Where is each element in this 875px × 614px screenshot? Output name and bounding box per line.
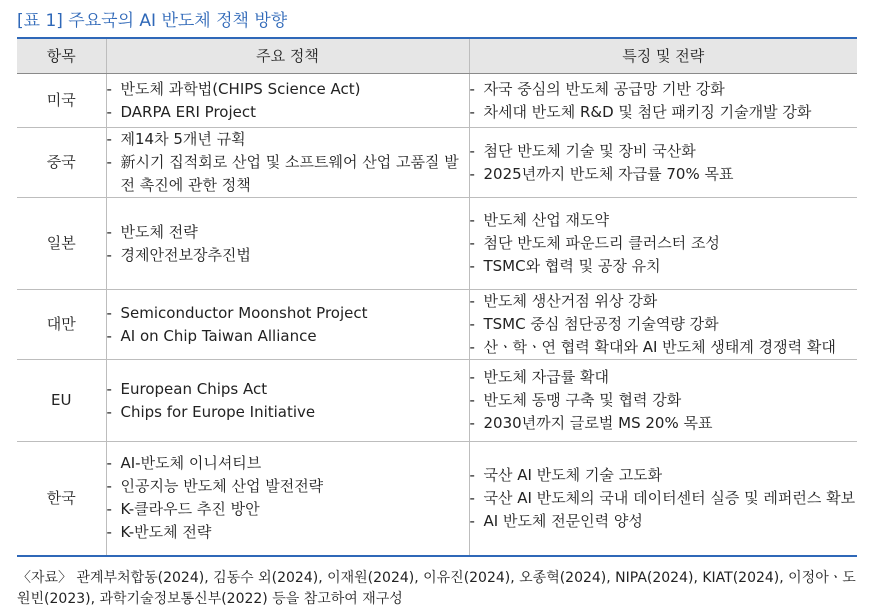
policy-item: - K-반도체 전략 [107, 521, 469, 544]
feature-item: - TSMC와 협력 및 공장 유치 [470, 255, 858, 278]
policy-item: - AI-반도체 이니셔티브 [107, 452, 469, 475]
feature-list [470, 290, 858, 359]
policy-list [107, 78, 469, 124]
country-cell: 대만 [17, 290, 106, 360]
feature-item: - 2025년까지 반도체 자급률 70% 목표 [470, 163, 858, 186]
country-cell: EU [17, 360, 106, 442]
country-cell: 일본 [17, 198, 106, 290]
feature-list [470, 140, 858, 186]
feature-cell [469, 128, 857, 198]
feature-item: - TSMC 중심 첨단공정 기술역량 강화 [470, 313, 858, 336]
policy-item: - 반도체 전략 [107, 221, 469, 244]
feature-list [470, 78, 858, 124]
table-row [17, 290, 857, 360]
policy-cell [106, 290, 469, 360]
feature-item: - 반도체 동맹 구축 및 협력 강화 [470, 389, 858, 412]
feature-item: - 반도체 자급률 확대 [470, 366, 858, 389]
policy-list [107, 128, 469, 197]
feature-item: - 반도체 생산거점 위상 강화 [470, 290, 858, 313]
feature-cell [469, 198, 857, 290]
policy-item: - K-클라우드 추진 방안 [107, 498, 469, 521]
policy-table [17, 37, 857, 557]
policy-item: - DARPA ERI Project [107, 101, 469, 124]
table-row [17, 442, 857, 556]
policy-cell [106, 442, 469, 556]
feature-item: - 차세대 반도체 R&D 및 첨단 패키징 기술개발 강화 [470, 101, 858, 124]
feature-item: - 첨단 반도체 파운드리 클러스터 조성 [470, 232, 858, 255]
feature-list [470, 464, 858, 533]
policy-item: - European Chips Act [107, 378, 469, 401]
policy-cell [106, 360, 469, 442]
header-feature: 특징 및 전략 [469, 38, 857, 74]
header-policy: 주요 정책 [106, 38, 469, 74]
feature-item: - 산ㆍ학ㆍ연 협력 확대와 AI 반도체 생태계 경쟁력 확대 [470, 336, 858, 359]
feature-item: - 국산 AI 반도체의 국내 데이터센터 실증 및 레퍼런스 확보 [470, 487, 858, 510]
policy-cell [106, 128, 469, 198]
feature-item: - 국산 AI 반도체 기술 고도화 [470, 464, 858, 487]
table-row [17, 74, 857, 128]
table-header-row [17, 38, 857, 74]
policy-item: - 경제안전보장추진법 [107, 244, 469, 267]
country-cell: 한국 [17, 442, 106, 556]
feature-item: - 반도체 산업 재도약 [470, 209, 858, 232]
policy-list [107, 452, 469, 544]
policy-list [107, 221, 469, 267]
feature-item: - AI 반도체 전문인력 양성 [470, 510, 858, 533]
country-cell: 미국 [17, 74, 106, 128]
feature-item: - 2030년까지 글로벌 MS 20% 목표 [470, 412, 858, 435]
feature-item: - 자국 중심의 반도체 공급망 기반 강화 [470, 78, 858, 101]
policy-list [107, 378, 469, 424]
table-body [17, 74, 857, 556]
country-cell: 중국 [17, 128, 106, 198]
table-row [17, 198, 857, 290]
table-caption: [표 1] 주요국의 AI 반도체 정책 방향 [17, 11, 288, 31]
feature-cell [469, 360, 857, 442]
policy-item: - 인공지능 반도체 산업 발전전략 [107, 475, 469, 498]
feature-cell [469, 74, 857, 128]
source-note: 〈자료〉 관계부처합동(2024), 김동수 외(2024), 이재원(2024), 이유진(2024), 오종혁(2024), NIPA(2024), KIAT(2024), 이정아ㆍ도원빈(2023), 과학기술정보통신부(2022) 등을 참고하여 재구성 [17, 570, 856, 607]
policy-item: - AI on Chip Taiwan Alliance [107, 325, 469, 348]
policy-item: - 제14차 5개년 규획 [107, 128, 469, 151]
feature-cell [469, 290, 857, 360]
feature-item: - 첨단 반도체 기술 및 장비 국산화 [470, 140, 858, 163]
policy-cell [106, 74, 469, 128]
table-row [17, 360, 857, 442]
policy-item: - 新시기 집적회로 산업 및 소프트웨어 산업 고품질 발전 촉진에 관한 정책 [107, 151, 469, 197]
feature-list [470, 366, 858, 435]
policy-cell [106, 198, 469, 290]
header-item: 항목 [17, 38, 106, 74]
policy-item: - Chips for Europe Initiative [107, 401, 469, 424]
feature-cell [469, 442, 857, 556]
policy-item: - Semiconductor Moonshot Project [107, 302, 469, 325]
table-row [17, 128, 857, 198]
feature-list [470, 209, 858, 278]
policy-list [107, 302, 469, 348]
policy-item: - 반도체 과학법(CHIPS Science Act) [107, 78, 469, 101]
